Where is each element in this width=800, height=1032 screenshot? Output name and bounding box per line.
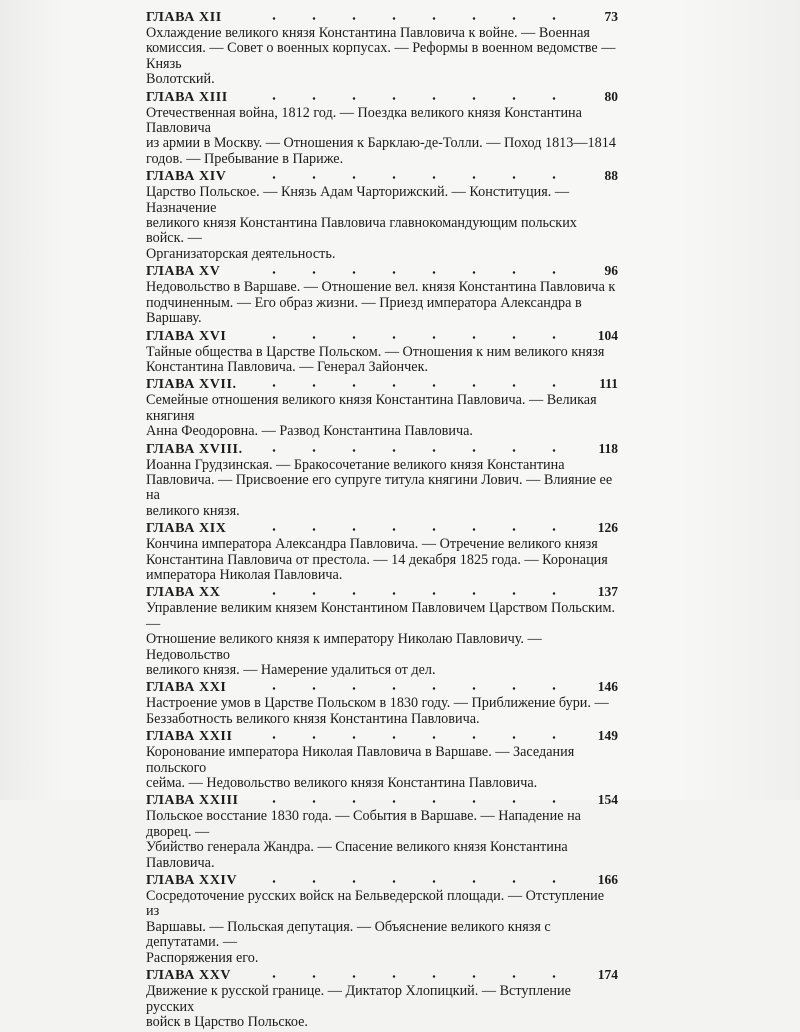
toc-entry — [146, 680, 618, 727]
toc-entry-heading — [146, 442, 618, 458]
toc-entry — [146, 793, 618, 871]
summary-line: Движение к русской границе. — Диктатор Хлопицкий. — Вступление русских — [146, 983, 571, 1015]
chapter-title: ГЛАВА XVII. — [146, 377, 237, 393]
chapter-title: ГЛАВА XXI — [146, 680, 227, 696]
chapter-summary — [146, 458, 618, 520]
dot-leader — [254, 880, 574, 883]
chapter-summary — [146, 745, 618, 791]
dot-leader — [254, 687, 574, 690]
chapter-summary — [146, 345, 618, 376]
summary-line: войск в Царство Польское. — [146, 1013, 308, 1030]
dot-leader — [254, 975, 574, 978]
chapter-title: ГЛАВА XVIII. — [146, 441, 243, 457]
summary-line: из армии в Москву. — Отношения к Барклаю-де-Толли. — Поход 1813—1814 — [146, 135, 616, 152]
chapter-title: ГЛАВА XX — [146, 585, 221, 601]
page-number: 80 — [604, 88, 618, 104]
chapter-title: ГЛАВА XV — [146, 264, 221, 280]
summary-line: Коронование императора Николая Павловича в Варшаве. — Заседания польского — [146, 744, 575, 776]
toc-entry — [146, 968, 618, 1030]
toc-entry-heading — [146, 585, 618, 601]
page-number: 96 — [604, 263, 618, 279]
chapter-summary — [146, 696, 618, 727]
summary-line: Тайные общества в Царстве Польском. — Отношения к ним великого князя — [146, 343, 605, 360]
dot-leader — [254, 449, 574, 452]
chapter-summary — [146, 393, 618, 439]
toc-entry-heading — [146, 90, 618, 106]
summary-line: комиссия. — Совет о военных корпусах. — Реформы в военном ведомстве — Князь — [146, 40, 616, 72]
dot-leader — [254, 736, 574, 739]
toc-entry — [146, 442, 618, 520]
summary-line: Польское восстание 1830 года. — События в Варшаве. — Нападение на дворец. — — [146, 808, 581, 840]
summary-line: Настроение умов в Царстве Польском в 1830 году. — Приближение бури. — — [146, 695, 609, 712]
toc-entry-heading — [146, 10, 618, 26]
chapter-summary — [146, 280, 618, 326]
summary-line: императора Николая Павловича. — [146, 566, 343, 583]
dot-leader — [254, 800, 574, 803]
page-number: 104 — [597, 327, 618, 343]
summary-line: Недовольство в Варшаве. — Отношение вел. князя Константина Павловича к — [146, 279, 616, 296]
toc-entry — [146, 264, 618, 326]
dot-leader — [254, 384, 574, 387]
toc-entry — [146, 169, 618, 262]
dot-leader — [254, 17, 574, 20]
summary-line: великого князя. — Намерение удалиться от дел. — [146, 662, 436, 678]
toc-entry — [146, 873, 618, 966]
dot-leader — [254, 592, 574, 595]
chapter-summary — [146, 984, 618, 1030]
toc-entry-heading — [146, 521, 618, 537]
chapter-title: ГЛАВА XIX — [146, 521, 227, 537]
summary-line: Анна Феодоровна. — Развод Константина Павловича. — [146, 423, 473, 440]
toc-entry — [146, 90, 618, 168]
dot-leader — [254, 336, 574, 339]
toc-entry-heading — [146, 680, 618, 696]
chapter-summary — [146, 106, 618, 168]
toc-entry — [146, 377, 618, 439]
page-number: 154 — [597, 792, 618, 808]
summary-line: Отношение великого князя к императору Николаю Павловичу. — Недовольство — [146, 631, 542, 663]
summary-line: Отечественная война, 1812 год. — Поездка великого князя Константина Павловича — [146, 104, 582, 137]
dot-leader — [254, 97, 574, 100]
summary-line: Семейные отношения великого князя Константина Павловича. — Великая княгиня — [146, 392, 597, 424]
toc-entry-heading — [146, 329, 618, 345]
summary-line: Иоанна Грудзинская. — Бракосочетание великого князя Константина — [146, 456, 565, 473]
chapter-title: ГЛАВА XXII — [146, 729, 233, 745]
page-number: 166 — [597, 872, 618, 888]
dot-leader — [254, 176, 574, 179]
summary-line: сейма. — Недовольство великого князя Константина Павловича. — [146, 775, 538, 792]
toc-entry-heading — [146, 968, 618, 984]
chapter-summary — [146, 185, 618, 262]
page-number: 137 — [597, 584, 618, 600]
summary-line: Кончина императора Александра Павловича. — Отречение великого князя — [146, 536, 598, 553]
chapter-summary — [146, 889, 618, 966]
chapter-summary — [146, 601, 618, 678]
dot-leader — [254, 528, 574, 531]
toc-entry — [146, 585, 618, 678]
summary-line: великого князя Константина Павловича главнокомандующим польских войск. — — [146, 215, 577, 247]
toc-entry-heading — [146, 377, 618, 393]
summary-line: Охлаждение великого князя Константина Павловича к войне. — Военная — [146, 25, 590, 41]
chapter-title: ГЛАВА XXIV — [146, 873, 238, 889]
summary-line: Константина Павловича. — Генерал Зайончек. — [146, 358, 429, 375]
chapter-title: ГЛАВА XXIII — [146, 793, 239, 809]
page-number: 149 — [597, 728, 618, 744]
toc-entry-heading — [146, 793, 618, 809]
toc-entry-heading — [146, 873, 618, 889]
dot-leader — [254, 271, 574, 274]
page-number: 88 — [604, 168, 618, 184]
toc-entry — [146, 10, 618, 88]
table-of-contents — [146, 10, 618, 1032]
chapter-title: ГЛАВА XXV — [146, 968, 232, 984]
toc-entry — [146, 729, 618, 791]
chapter-summary — [146, 809, 618, 871]
summary-line: Волотский. — [146, 71, 215, 88]
summary-line: подчиненным. — Его образ жизни. — Приезд императора Александра в Варшаву. — [146, 294, 582, 327]
summary-line: Организаторская деятельность. — [146, 245, 336, 262]
summary-line: Распоряжения его. — [146, 949, 259, 966]
summary-line: великого князя. — [146, 502, 240, 519]
chapter-title: ГЛАВА XIV — [146, 169, 227, 185]
summary-line: Царство Польское. — Князь Адам Чарторижский. — Конституция. — Назначение — [146, 184, 570, 216]
toc-entry-heading — [146, 169, 618, 185]
chapter-title: ГЛАВА XIII — [146, 89, 228, 105]
page-number: 174 — [597, 967, 618, 983]
summary-line: Убийство генерала Жандра. — Спасение великого князя Константина Павловича. — [146, 839, 568, 871]
page-number: 118 — [598, 440, 618, 456]
page-number: 146 — [597, 679, 618, 695]
toc-entry — [146, 521, 618, 583]
page-number: 73 — [604, 9, 618, 24]
summary-line: Варшавы. — Польская депутация. — Объяснение великого князя с депутатами. — — [146, 918, 551, 951]
summary-line: годов. — Пребывание в Париже. — [146, 150, 344, 167]
toc-entry-heading — [146, 264, 618, 280]
summary-line: Управление великим князем Константином Павловичем Царством Польским. — — [146, 600, 616, 632]
page-number: 111 — [599, 376, 618, 392]
page-number: 126 — [597, 520, 618, 536]
summary-line: Сосредоточение русских войск на Бельведерской площади. — Отступление из — [146, 888, 605, 920]
chapter-summary — [146, 26, 618, 88]
chapter-title: ГЛАВА XII — [146, 10, 222, 25]
summary-line: Павловича. — Присвоение его супруге титула княгини Лович. — Влияние ее на — [146, 471, 613, 504]
toc-entry-heading — [146, 729, 618, 745]
summary-line: Беззаботность великого князя Константина Павловича. — [146, 710, 480, 727]
summary-line: Константина Павловича от престола. — 14 декабря 1825 года. — Коронация — [146, 551, 608, 568]
chapter-summary — [146, 537, 618, 583]
chapter-title: ГЛАВА XVI — [146, 328, 227, 344]
toc-entry — [146, 329, 618, 376]
